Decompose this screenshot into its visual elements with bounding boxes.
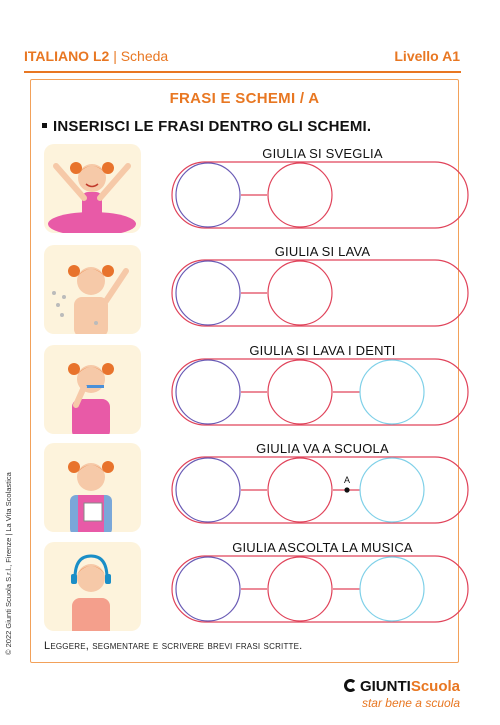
instruction — [42, 118, 371, 135]
subject-circle[interactable] — [176, 163, 240, 227]
subject-circle[interactable] — [176, 458, 240, 522]
connector-label: A — [343, 475, 351, 485]
sentence-2: GIULIA SI LAVA — [274, 244, 371, 259]
schema-2 — [170, 258, 470, 328]
picture-waking-up — [44, 144, 141, 233]
picture-listening-music — [44, 542, 141, 631]
girl-going-to-school-icon — [44, 443, 141, 532]
complement-circle[interactable] — [360, 360, 424, 424]
brand-logo — [344, 678, 460, 695]
picture-washing — [44, 245, 141, 334]
verb-circle[interactable] — [268, 163, 332, 227]
schema-3 — [170, 357, 470, 427]
brand-tagline: star bene a scuola — [361, 696, 460, 710]
page-title: FRASI E SCHEMI / A — [169, 90, 320, 107]
sentence-4: GIULIA VA A SCUOLA — [256, 441, 389, 456]
footer-objective: Leggere, segmentare e scrivere brevi frasi scritte. — [44, 640, 303, 652]
subject-circle[interactable] — [176, 557, 240, 621]
verb-circle[interactable] — [268, 557, 332, 621]
bullet-icon — [42, 123, 47, 128]
complement-circle[interactable] — [360, 458, 424, 522]
verb-circle[interactable] — [268, 360, 332, 424]
verb-circle[interactable] — [268, 458, 332, 522]
header-subject — [24, 48, 168, 64]
instruction-text: INSERISCI LE FRASI DENTRO GLI SCHEMI. — [53, 118, 372, 135]
picture-going-to-school — [44, 443, 141, 532]
header-separator: | — [113, 48, 117, 64]
header-rule — [24, 71, 461, 73]
connector-dot — [344, 487, 349, 492]
sentence-3: GIULIA SI LAVA I DENTI — [249, 343, 396, 358]
level-label: Livello A1 — [394, 48, 460, 64]
giunti-logo-icon — [344, 679, 357, 692]
subject-circle[interactable] — [176, 261, 240, 325]
girl-washing-icon — [44, 245, 141, 334]
picture-brushing-teeth — [44, 345, 141, 434]
girl-listening-music-icon — [44, 542, 141, 631]
schema-4 — [170, 455, 470, 525]
complement-circle[interactable] — [360, 557, 424, 621]
schema-1 — [170, 160, 470, 230]
brand-name-a: GIUNTI — [359, 678, 411, 695]
verb-circle[interactable] — [268, 261, 332, 325]
sentence-5: GIULIA ASCOLTA LA MUSICA — [232, 540, 413, 555]
subject-label: ITALIANO L2 — [24, 48, 110, 64]
brand-name-b: Scuola — [410, 678, 460, 695]
girl-brushing-teeth-icon — [44, 345, 141, 434]
girl-waking-up-icon — [44, 144, 141, 233]
copyright-notice: © 2022 Giunti Scuola S.r.l., Firenze | La Vita Scolastica — [4, 472, 13, 655]
subject-circle[interactable] — [176, 360, 240, 424]
sheet-label: Scheda — [120, 48, 169, 64]
schema-5 — [170, 554, 470, 624]
sentence-1: GIULIA SI SVEGLIA — [262, 146, 383, 161]
